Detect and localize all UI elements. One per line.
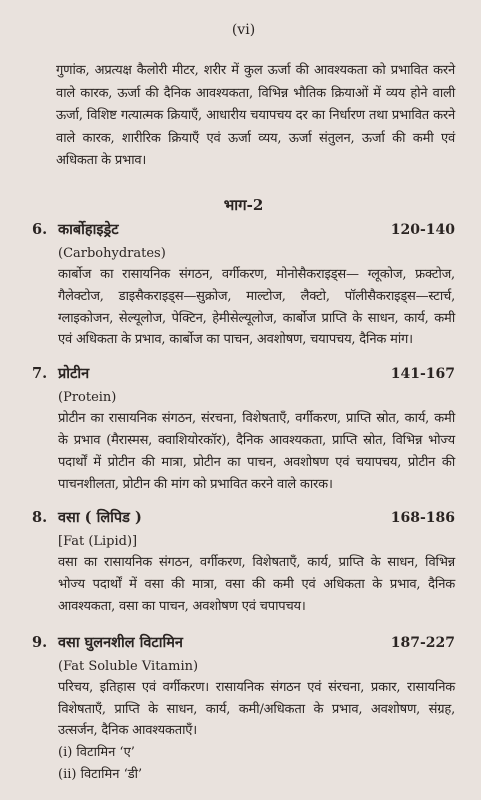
chapter-description: परिचय, इतिहास एवं वर्गीकरण। रासायनिक संगठन एवं संरचना, प्रकार, रासायनिक विशेषताएँ, प्राप्ति के साधन, कार्य, कमी/अधिकता के प्रभाव, अवशोषण, संग्रह, उत्सर्जन, दैनिक आवश्यकताएँ। — [58, 679, 455, 739]
chapter-heading — [32, 219, 455, 243]
chapter-number: 7. — [32, 365, 48, 383]
chapter-number: 6. — [32, 220, 48, 238]
chapter-number: 9. — [32, 633, 48, 651]
chapter-title: वसा घुलनशील विटामिन — [58, 633, 183, 651]
sub-item-vitamin-d: (ii) विटामिन ‘डी’ — [58, 767, 143, 783]
chapter-heading — [32, 632, 455, 656]
chapter-7 — [32, 363, 455, 495]
page-number: (vi) — [231, 22, 256, 38]
chapter-pages: 141-167 — [390, 366, 455, 383]
chapter-pages: 187-227 — [390, 634, 455, 651]
part-heading: भाग-2 — [223, 195, 264, 214]
chapter-number: 8. — [32, 509, 48, 527]
chapter-6 — [32, 219, 455, 351]
chapter-pages: 120-140 — [390, 221, 455, 238]
chapter-english-title: (Carbohydrates) — [58, 245, 166, 261]
chapter-heading — [32, 507, 455, 531]
chapter-description: प्रोटीन का रासायनिक संगठन, संरचना, विशेषताएँ, वर्गीकरण, प्राप्ति स्रोत, कार्य, कमी के प्रभाव (मैरास्मस, क्वाशियोरकॉर), दैनिक आवश्यकता, प्राप्ति स्रोत, विभिन्न भोज्य पदार्थों में प्रोटीन की मात्रा, प्रोटीन का पाचन, अवशोषण एवं चयापचय, प्रोटीन की पाचनशीलता, प्रोटीन की मांग को प्रभावित करने वाले कारक। — [58, 411, 455, 492]
chapter-description: वसा का रासायनिक संगठन, वर्गीकरण, विशेषताएँ, कार्य, प्राप्ति के साधन, विभिन्न भोज्य पदार्थों में वसा की मात्रा, वसा की कमी एवं अधिकता के प्रभाव, दैनिक आवश्यकता, वसा का पाचन, अवशोषण एवं चपापचय। — [58, 555, 455, 614]
chapter-english-title: (Protein) — [58, 390, 117, 406]
chapter-title: कार्बोहाइड्रेट — [58, 220, 119, 238]
chapter-description: कार्बोज का रासायनिक संगठन, वर्गीकरण, मोनोसैकराइड्स— ग्लूकोज, फ्रक्टोज, गैलेक्टोज, डाइसैकराइड्स—सुक्रोज, माल्टोज, लैक्टो, पॉलीसैकराइड्स—स्टार्च, ग्लाइकोजन, सेल्यूलोज, पेक्टिन, हेमीसेल्यूलोज, कार्बोज प्राप्ति के साधन, कार्य, कमी एवं अधिकता के प्रभाव, कार्बोज का पाचन, अवशोषण, चयापचय, दैनिक मांग। — [58, 266, 455, 348]
chapter-english-title: [Fat (Lipid)] — [58, 534, 138, 550]
chapter-english-title: (Fat Soluble Vitamin) — [58, 658, 199, 674]
chapter-title: प्रोटीन — [58, 365, 90, 383]
sub-item-vitamin-a: (i) विटामिन ‘ए’ — [58, 745, 135, 761]
chapter-title: वसा ( लिपिड ) — [58, 509, 142, 527]
chapter-heading — [32, 363, 455, 387]
chapter-pages: 168-186 — [390, 510, 455, 527]
intro-paragraph: गुणांक, अप्रत्यक्ष कैलोरी मीटर, शरीर में कुल ऊर्जा की आवश्यकता को प्रभावित करने वाले कारक, ऊर्जा की दैनिक आवश्यकता, विभिन्न भौतिक क्रियाओं में व्यय होने वाली ऊर्जा, विशिष्ट गत्यात्मक क्रियाएँ, आधारीय चयापचय दर का निर्धारण तथा प्रभावित करने वाले कारक, शारीरिक क्रियाएँ एवं ऊर्जा व्यय, ऊर्जा संतुलन, ऊर्जा की कमी एवं अधिकता के प्रभाव। — [56, 63, 455, 169]
chapter-9 — [32, 632, 455, 786]
chapter-8 — [32, 507, 455, 617]
